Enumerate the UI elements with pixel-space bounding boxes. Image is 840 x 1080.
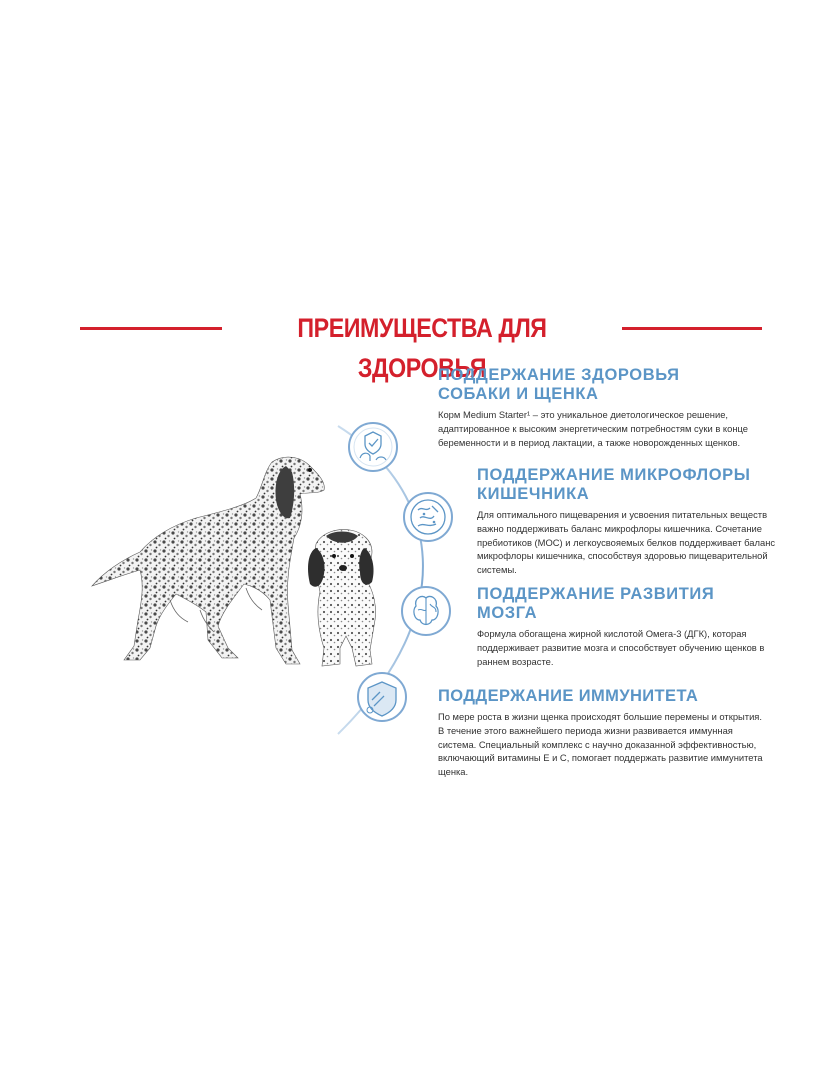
title-divider-right — [622, 327, 762, 330]
benefit-brain-development — [477, 585, 777, 668]
benefit-immunity — [438, 687, 768, 779]
benefit-heading-line2: МОЗГА — [477, 604, 538, 622]
benefit-heading-line1: ПОДДЕРЖАНИЕ РАЗВИТИЯ — [477, 585, 715, 603]
benefit-heading — [477, 466, 777, 504]
title-divider-left — [80, 327, 222, 330]
benefit-heading — [438, 687, 768, 706]
microflora-icon — [404, 493, 452, 541]
immunity-shield-icon — [358, 673, 406, 721]
benefit-heading — [477, 585, 777, 623]
benefit-heading-line2: СОБАКИ И ЩЕНКА — [438, 385, 599, 403]
benefit-heading-line1: ПОДДЕРЖАНИЕ ЗДОРОВЬЯ — [438, 366, 680, 384]
benefit-heading-line1: ПОДДЕРЖАНИЕ ИММУНИТЕТА — [438, 687, 699, 705]
benefit-microflora — [477, 466, 777, 577]
brain-icon — [402, 587, 450, 635]
benefit-body: Для оптимального пищеварения и усвоения питательных веществ важно поддерживать баланс микрофлоры кишечника. Сочетание пребиотиков (МОС) и легкоусвояемых белков поддерживает баланс микрофлоры кишечника, способствуя здоровью пищеварительной системы. — [477, 509, 776, 576]
benefit-heading-line2: КИШЕЧНИКА — [477, 485, 590, 503]
benefit-heading — [438, 366, 778, 404]
page-title: ПРЕИМУЩЕСТВА ДЛЯ ЗДОРОВЬЯ — [297, 313, 547, 383]
dog-puppy-shield-icon — [349, 423, 397, 471]
adult-dog-image — [92, 457, 324, 664]
puppy-image — [308, 530, 376, 666]
benefit-body: По мере роста в жизни щенка происходят большие перемены и открытия. В течение этого важнейшего периода жизни развивается иммунная система. Специальный комплекс с научно доказанной эффективностью, включающий витамины E и C, помогает поддержать развитие иммунитета щенка. — [438, 711, 763, 778]
benefit-dog-puppy-health — [438, 366, 778, 449]
benefit-body: Формула обогащена жирной кислотой Омега-3 (ДГК), которая поддерживает развитие мозга и способствует обучению щенков в раннем возрасте. — [477, 628, 765, 667]
benefit-heading-line1: ПОДДЕРЖАНИЕ МИКРОФЛОРЫ — [477, 466, 751, 484]
benefit-body: Корм Medium Starter¹ – это уникальное диетологическое решение, адаптированное к высоким энергетическим потребностям суки в конце беременности и в период лактации, а также новорожденных щенков. — [438, 409, 748, 448]
